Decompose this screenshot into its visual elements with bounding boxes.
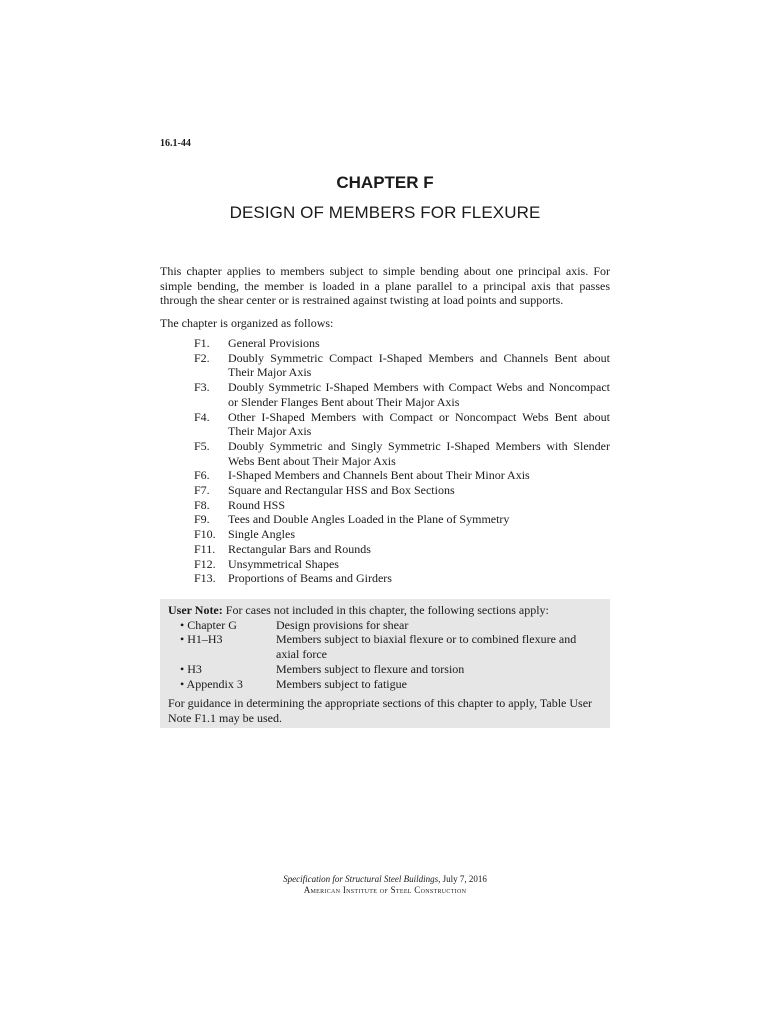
user-note-ref: • H1–H3 <box>180 632 223 647</box>
section-list <box>194 336 610 586</box>
user-note-heading <box>168 603 602 618</box>
user-note-lead: For cases not included in this chapter, the following sections apply: <box>225 603 549 617</box>
user-note-ref: • H3 <box>180 661 202 676</box>
section-item <box>194 439 610 468</box>
section-item <box>194 571 610 586</box>
section-item <box>194 512 610 527</box>
section-title: Other I-Shaped Members with Compact or Noncompact Webs Bent about Their Major Axis <box>228 409 610 439</box>
section-title: Single Angles <box>228 527 296 542</box>
section-title: Square and Rectangular HSS and Box Sections <box>228 483 455 498</box>
section-code: F4. <box>194 409 210 424</box>
section-item <box>194 483 610 498</box>
user-note-ref: • Chapter G <box>180 617 237 632</box>
section-item <box>194 351 610 380</box>
section-item <box>194 380 610 409</box>
section-item <box>194 336 610 351</box>
user-note-label: User Note: <box>168 603 223 617</box>
organization-intro: The chapter is organized as follows: <box>160 316 334 330</box>
user-note-guidance: For guidance in determining the appropriate sections of this chapter to apply, Table User Note F1.1 may be used. <box>168 696 593 725</box>
section-title: Tees and Double Angles Loaded in the Plane of Symmetry <box>228 512 510 527</box>
section-title: Proportions of Beams and Girders <box>228 571 392 586</box>
footer-spec-title: Specification for Structural Steel Buildings, <box>283 874 441 884</box>
section-code: F6. <box>194 468 210 483</box>
section-code: F9. <box>194 512 210 527</box>
section-item <box>194 410 610 439</box>
section-code: F8. <box>194 497 210 512</box>
section-code: F11. <box>194 541 216 556</box>
user-note-box <box>160 599 610 728</box>
user-note-item <box>168 662 602 677</box>
section-title: Unsymmetrical Shapes <box>228 556 339 571</box>
section-code: F13. <box>194 571 216 586</box>
section-code: F2. <box>194 350 210 365</box>
section-item <box>194 498 610 513</box>
user-note-item <box>168 618 602 633</box>
section-title: Doubly Symmetric and Singly Symmetric I-Shaped Members with Slender Webs Bent about Their Major Axis <box>228 438 610 468</box>
section-title: Doubly Symmetric Compact I-Shaped Members and Channels Bent about Their Major Axis <box>228 350 610 380</box>
user-note-desc: Design provisions for shear <box>276 617 409 632</box>
page-footer <box>160 874 610 896</box>
chapter-label: CHAPTER F <box>336 173 434 192</box>
section-code: F1. <box>194 336 210 350</box>
section-title: Round HSS <box>228 497 286 512</box>
user-note-desc: Members subject to fatigue <box>276 676 407 691</box>
page-number: 16.1-44 <box>160 138 191 149</box>
chapter-title: DESIGN OF MEMBERS FOR FLEXURE <box>229 203 541 222</box>
section-title: I-Shaped Members and Channels Bent about Their Minor Axis <box>228 468 530 483</box>
user-note-item <box>168 677 602 692</box>
footer-date: July 7, 2016 <box>440 874 487 884</box>
section-code: F10. <box>194 527 216 542</box>
user-note-item <box>168 632 602 661</box>
section-item <box>194 527 610 542</box>
section-title: Doubly Symmetric I-Shaped Members with Compact Webs and Noncompact or Slender Flanges Bent about Their Major Axis <box>228 380 610 409</box>
section-title: Rectangular Bars and Rounds <box>228 541 371 556</box>
section-code: F3. <box>194 380 210 395</box>
section-code: F5. <box>194 438 210 453</box>
intro-paragraph: This chapter applies to members subject to simple bending about one principal axis. For simple bending, the member is loaded in a plane parallel to a principal axis that passes through the shear center or is restrained against twisting at load points and supports. <box>160 264 610 308</box>
user-note-ref: • Appendix 3 <box>180 676 243 691</box>
section-code: F12. <box>194 556 216 571</box>
user-note-desc: Members subject to biaxial flexure or to combined flexure and axial force <box>276 632 577 662</box>
section-item <box>194 557 610 572</box>
section-item <box>194 468 610 483</box>
section-code: F7. <box>194 483 210 498</box>
section-title: General Provisions <box>228 336 320 350</box>
footer-organization: American Institute of Steel Construction <box>303 885 467 895</box>
footer-spec-line <box>160 874 610 885</box>
section-item <box>194 542 610 557</box>
user-note-desc: Members subject to flexure and torsion <box>276 661 465 676</box>
